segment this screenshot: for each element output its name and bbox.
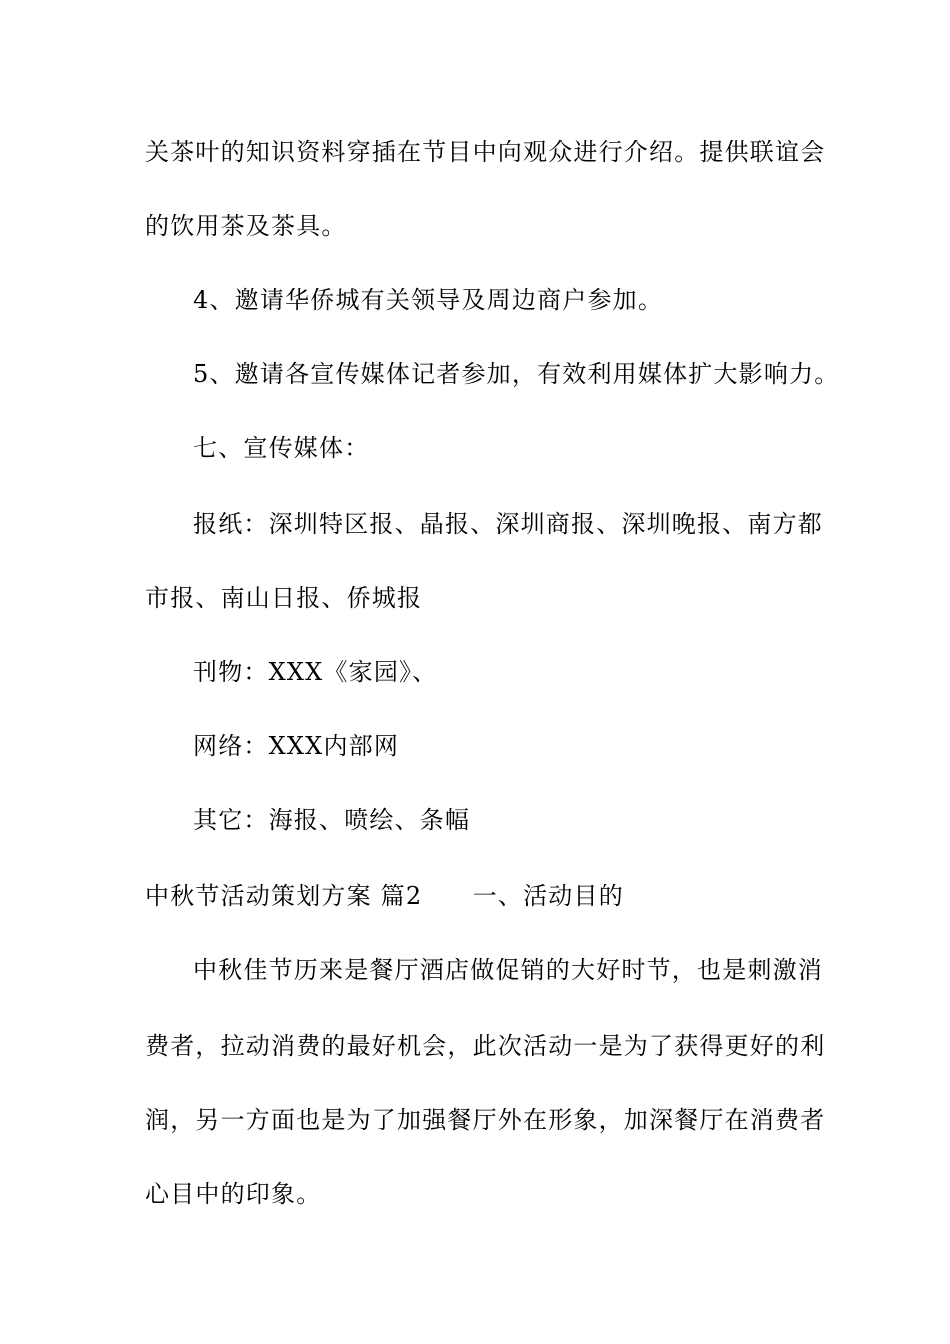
paragraph-line: 关茶叶的知识资料穿插在节目中向观众进行介绍。提供联谊会 [145, 138, 826, 166]
paragraph-line: 市报、南山日报、侨城报 [145, 584, 423, 612]
article-title: 中秋节活动策划方案 篇2 一、活动目的 [145, 882, 624, 910]
paragraph-line: 网络：XXX内部网 [193, 732, 400, 760]
paragraph-line: 润，另一方面也是为了加强餐厅外在形象，加深餐厅在消费者 [145, 1106, 826, 1134]
paragraph-line: 其它：海报、喷绘、条幅 [193, 806, 471, 834]
paragraph-line: 费者，拉动消费的最好机会，此次活动一是为了获得更好的利 [145, 1032, 826, 1060]
paragraph-line: 报纸：深圳特区报、晶报、深圳商报、深圳晚报、南方都 [193, 510, 823, 538]
paragraph-line: 5、邀请各宣传媒体记者参加，有效利用媒体扩大影响力。 [193, 360, 840, 388]
paragraph-line: 中秋佳节历来是餐厅酒店做促销的大好时节，也是刺激消 [193, 956, 823, 984]
paragraph-line: 的饮用茶及茶具。 [145, 212, 347, 240]
section-heading: 七、宣传媒体： [193, 434, 370, 462]
paragraph-line: 刊物：XXX《家园》、 [193, 658, 438, 686]
paragraph-line: 4、邀请华侨城有关领导及周边商户参加。 [193, 286, 664, 314]
paragraph-line: 心目中的印象。 [145, 1180, 322, 1208]
